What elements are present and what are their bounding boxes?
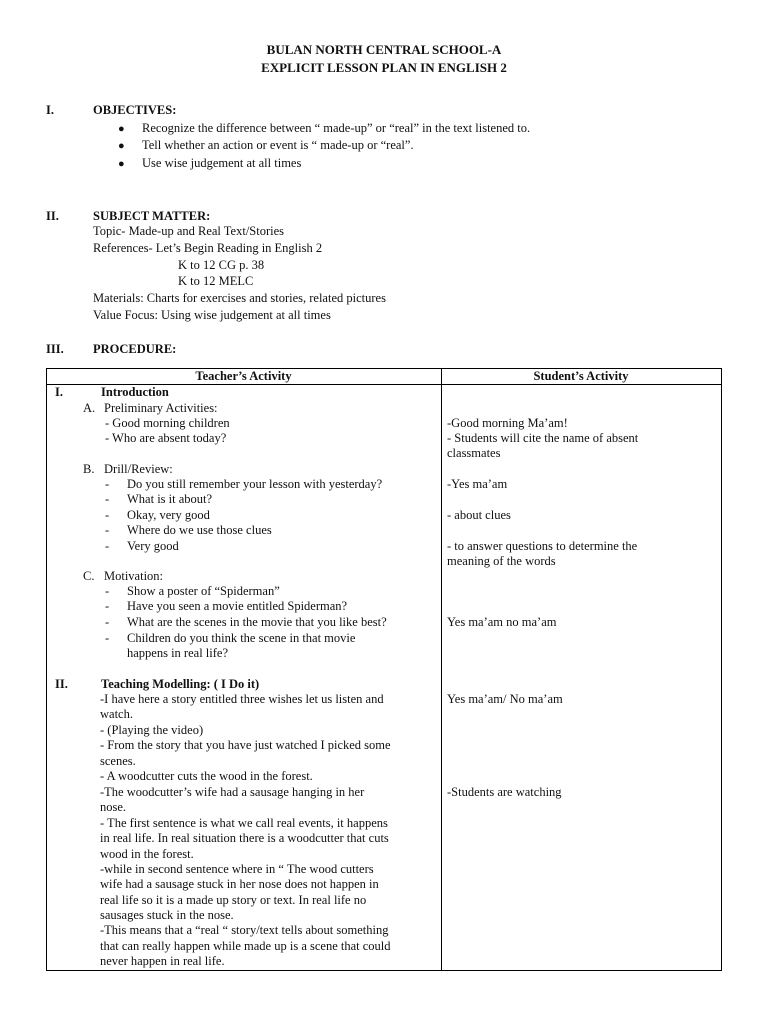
motivation-item: What are the scenes in the movie that you like best? [127, 615, 387, 629]
tm-line: that can really happen while made up is a scene that could [100, 939, 391, 953]
tm-line: never happen in real life. [100, 954, 225, 968]
dash: - [105, 492, 110, 506]
tm-line: -while in second sentence where in “ The wood cutters [100, 862, 374, 876]
dash: - [105, 584, 110, 598]
tm-line: wife had a sausage stuck in her nose does not happen in [100, 877, 379, 891]
teacher-activity-header: Teacher’s Activity [195, 369, 292, 383]
table-column-divider [441, 368, 442, 971]
student-response: - to answer questions to determine the [447, 539, 638, 553]
bullet-icon: ● [118, 123, 125, 135]
tm-line: - The first sentence is what we call real events, it happens [100, 816, 388, 830]
tm-line: in real life. In real situation there is a woodcutter that cuts [100, 831, 389, 845]
drill-item: Okay, very good [127, 508, 210, 522]
motivation-item: Show a poster of “Spiderman” [127, 584, 280, 598]
bullet-icon: ● [118, 158, 125, 170]
motivation-item: Children do you think the scene in that movie [127, 631, 356, 645]
objective-item: Use wise judgement at all times [142, 156, 302, 170]
dash: - [105, 615, 110, 629]
table-border-left [46, 368, 47, 971]
motivation-label: C. [83, 569, 95, 583]
dash: - [105, 477, 110, 491]
bullet-icon: ● [118, 140, 125, 152]
school-name: BULAN NORTH CENTRAL SCHOOL-A [266, 42, 502, 57]
student-response: -Good morning Ma’am! [447, 416, 568, 430]
table-border-right [721, 368, 722, 971]
tm-line: - (Playing the video) [100, 723, 204, 737]
intro-title: Introduction [101, 385, 169, 399]
tm-line: sausages stuck in the nose. [100, 908, 234, 922]
objectives-heading: OBJECTIVES: [93, 103, 177, 117]
teaching-modelling-title: Teaching Modelling: ( I Do it) [101, 677, 260, 691]
subject-reference: K to 12 CG p. 38 [178, 258, 265, 272]
motivation-item: happens in real life? [127, 646, 228, 660]
lesson-plan-title: EXPLICIT LESSON PLAN IN ENGLISH 2 [261, 60, 507, 75]
tm-line: watch. [100, 707, 133, 721]
prelim-item: - Who are absent today? [105, 431, 227, 445]
subject-materials: Materials: Charts for exercises and stories, related pictures [93, 291, 386, 305]
objectives-number: I. [46, 103, 54, 117]
prelim-label: A. [83, 401, 96, 415]
tm-line: -I have here a story entitled three wishes let us listen and [100, 692, 384, 706]
student-response: classmates [447, 446, 501, 460]
prelim-item: - Good morning children [105, 416, 230, 430]
motivation-title: Motivation: [104, 569, 164, 583]
student-response: meaning of the words [447, 554, 556, 568]
tm-line: nose. [100, 800, 127, 814]
prelim-title: Preliminary Activities: [104, 401, 218, 415]
subject-value-focus: Value Focus: Using wise judgement at all times [93, 308, 331, 322]
objective-item: Tell whether an action or event is “ made-up or “real”. [142, 138, 414, 152]
tm-line: - A woodcutter cuts the wood in the forest. [100, 769, 313, 783]
tm-line: scenes. [100, 754, 136, 768]
intro-number: I. [55, 385, 63, 399]
tm-line: wood in the forest. [100, 847, 194, 861]
dash: - [105, 508, 110, 522]
tm-line: -The woodcutter’s wife had a sausage hanging in her [100, 785, 365, 799]
student-response: Yes ma’am/ No ma’am [447, 692, 563, 706]
table-border-bottom [46, 970, 721, 971]
dash: - [105, 539, 110, 553]
subject-number: II. [46, 209, 59, 223]
objective-item: Recognize the difference between “ made-up” or “real” in the text listened to. [142, 121, 531, 135]
subject-reference: References- Let’s Begin Reading in English 2 [93, 241, 323, 255]
tm-line: - From the story that you have just watched I picked some [100, 738, 391, 752]
motivation-item: Have you seen a movie entitled Spiderman? [127, 599, 348, 613]
teaching-modelling-number: II. [55, 677, 68, 691]
drill-label: B. [83, 462, 95, 476]
dash: - [105, 599, 110, 613]
tm-line: -This means that a “real “ story/text tells about something [100, 923, 389, 937]
student-activity-header: Student’s Activity [533, 369, 629, 383]
student-response: Yes ma’am no ma’am [447, 615, 557, 629]
drill-item: What is it about? [127, 492, 213, 506]
drill-item: Where do we use those clues [127, 523, 272, 537]
student-response: - Students will cite the name of absent [447, 431, 639, 445]
tm-line: real life so it is a made up story or text. In real life no [100, 893, 367, 907]
drill-item: Do you still remember your lesson with yesterday? [127, 477, 383, 491]
subject-heading: SUBJECT MATTER: [93, 209, 211, 223]
procedure-heading: PROCEDURE: [93, 342, 177, 356]
dash: - [105, 523, 110, 537]
student-response: -Students are watching [447, 785, 562, 799]
drill-title: Drill/Review: [104, 462, 173, 476]
procedure-number: III. [46, 342, 64, 356]
subject-topic: Topic- Made-up and Real Text/Stories [93, 224, 285, 238]
student-response: -Yes ma’am [447, 477, 508, 491]
drill-item: Very good [127, 539, 179, 553]
dash: - [105, 631, 110, 645]
subject-reference: K to 12 MELC [178, 274, 254, 288]
student-response: - about clues [447, 508, 511, 522]
